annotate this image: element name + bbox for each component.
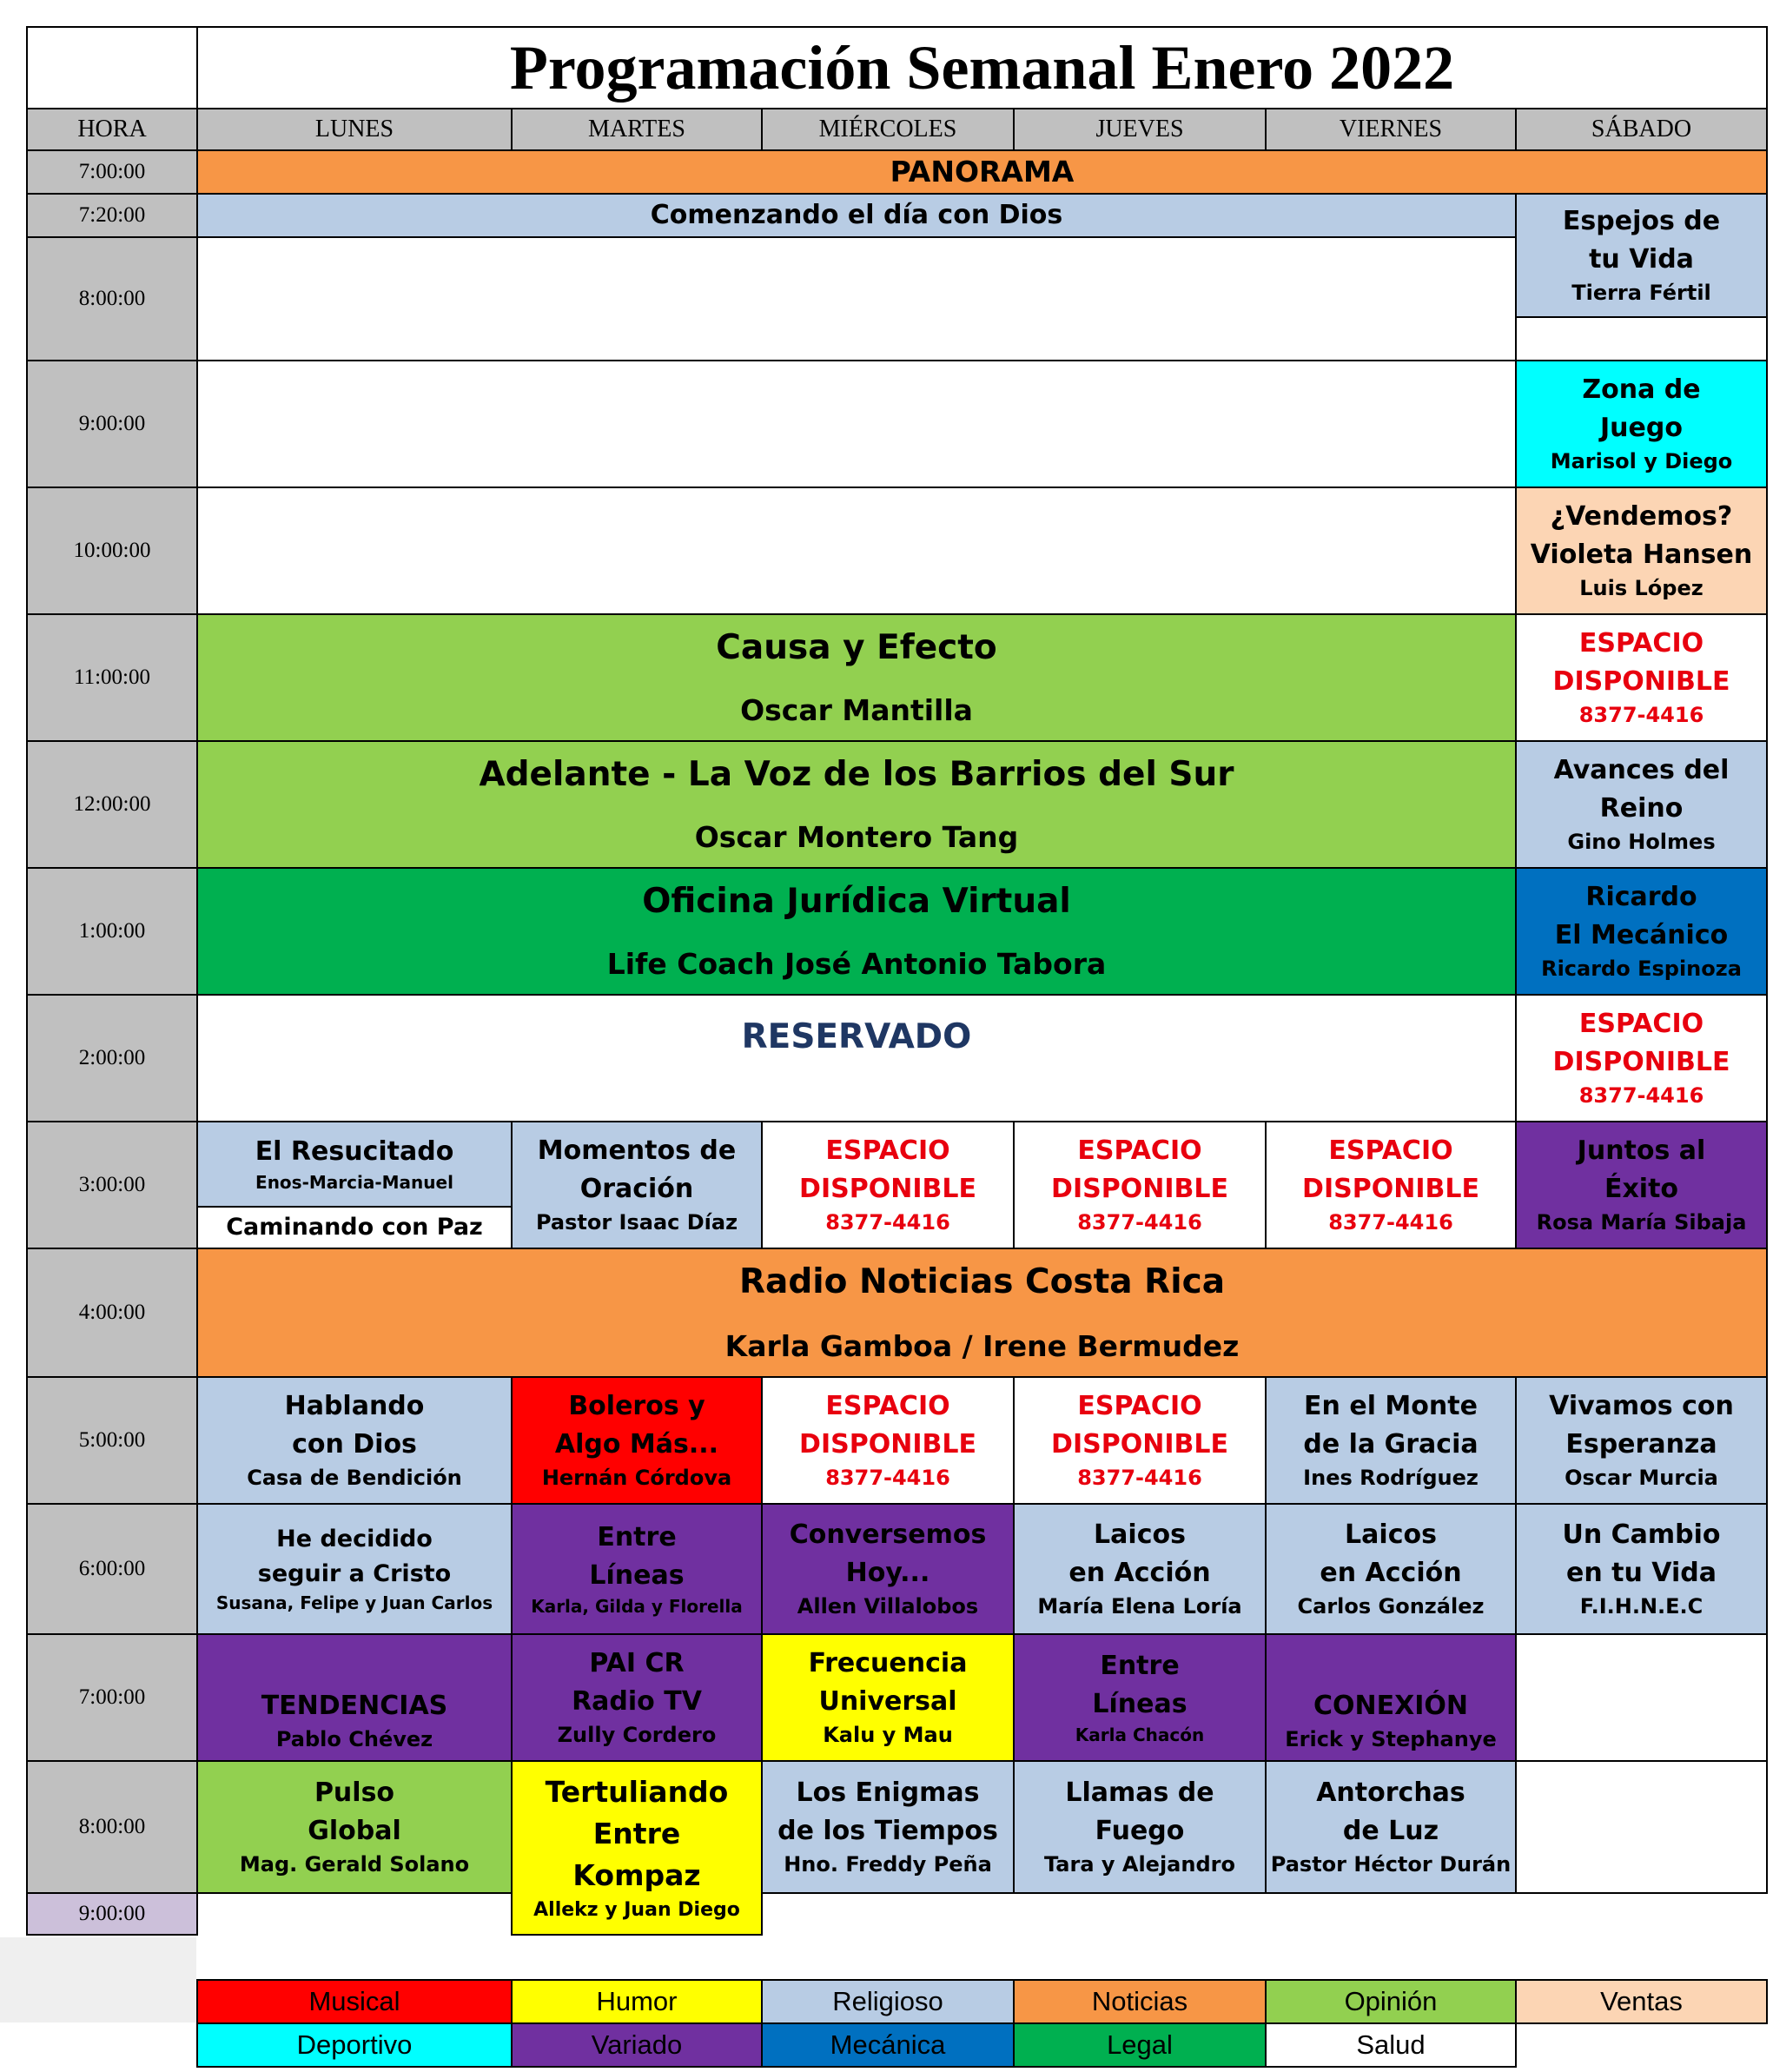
program-title: Fuego [1095,1815,1185,1846]
program-en-el-monte [1265,1376,1517,1505]
program-he-decidido [196,1503,513,1635]
program-host: Oscar Murcia [1565,1466,1718,1491]
header-sabado: SÁBADO [1515,108,1768,151]
program-host: Tara y Alejandro [1044,1852,1235,1877]
program-avances-del-reino [1515,740,1768,869]
program-title: Zona de [1582,374,1701,406]
spacer-block [0,1937,196,2022]
program-title: El Mecánico [1554,919,1729,950]
space-label: DISPONIBLE [1552,1046,1730,1077]
empty-cell [1515,1633,1768,1762]
program-title: Momentos de [537,1135,737,1167]
program-causa-y-efecto [196,613,1517,742]
time-slot: 10:00:00 [26,487,198,615]
program-entre-lineas [511,1503,763,1635]
legend-noticias: Noticias [1013,1979,1267,2024]
program-title: en tu Vida [1566,1557,1717,1588]
program-espacio-disponible [1515,994,1768,1122]
program-espacio-disponible [1265,1121,1517,1249]
program-title: Esperanza [1565,1428,1717,1460]
program-title: Violeta Hansen [1530,539,1753,570]
program-title: Causa y Efecto [716,627,997,667]
program-title: He decidido [276,1526,433,1553]
program-host: Allen Villalobos [797,1594,979,1619]
legend-salud: Salud [1265,2022,1517,2068]
space-label: DISPONIBLE [1051,1428,1228,1460]
program-host: Enos-Marcia-Manuel [255,1172,453,1194]
program-vendemos [1515,487,1768,615]
space-label: ESPACIO [825,1135,950,1167]
program-pulso-global [196,1760,513,1894]
program-title: PANORAMA [890,155,1075,189]
program-hablando-con-dios [196,1376,513,1505]
program-title: Adelante - La Voz de los Barrios del Sur [479,754,1234,794]
empty-cell [196,236,1517,361]
time-slot: 7:20:00 [26,193,198,238]
legend-humor: Humor [511,1979,763,2024]
program-title: El Resucitado [255,1135,454,1167]
legend-religioso: Religioso [761,1979,1015,2024]
space-label: ESPACIO [1077,1391,1202,1422]
program-espacio-disponible [761,1121,1015,1249]
space-label: DISPONIBLE [1302,1173,1479,1204]
page-title: Programación Semanal Enero 2022 [509,32,1455,103]
program-title: Oficina Jurídica Virtual [642,881,1071,921]
program-title: Radio TV [572,1685,702,1717]
space-label: DISPONIBLE [1051,1173,1228,1204]
program-host: F.I.H.N.E.C [1579,1594,1704,1619]
program-host: Gino Holmes [1567,830,1716,855]
legend-variado: Variado [511,2022,763,2068]
program-host: Marisol y Diego [1550,449,1733,474]
time-slot: 8:00:00 [26,1760,198,1894]
program-host: Oscar Mantilla [740,693,973,728]
program-title: Vivamos con [1549,1391,1734,1422]
header-miercoles: MIÉRCOLES [761,108,1015,151]
program-title: Antorchas [1316,1777,1465,1809]
program-radio-noticias [196,1248,1768,1378]
space-phone: 8377-4416 [1578,1083,1704,1109]
program-title: en Acción [1068,1557,1211,1588]
program-title: Entre [592,1817,681,1851]
program-title: Los Enigmas [796,1777,980,1809]
time-slot: 8:00:00 [26,236,198,361]
program-ricardo-mecanico [1515,867,1768,996]
title-cell [196,26,1768,109]
space-label: ESPACIO [1328,1135,1453,1167]
time-slot: 12:00:00 [26,740,198,869]
time-slot: 7:00:00 [26,1633,198,1762]
legend-legal: Legal [1013,2022,1267,2068]
program-title: Líneas [589,1559,685,1591]
header-lunes: LUNES [196,108,513,151]
program-host: Pastor Héctor Durán [1270,1852,1512,1877]
space-phone: 8377-4416 [825,1210,950,1235]
program-host: Pastor Isaac Díaz [535,1210,738,1235]
legend-deportivo: Deportivo [196,2022,513,2068]
program-title: Laicos [1345,1519,1437,1551]
space-label: DISPONIBLE [799,1173,976,1204]
space-label: ESPACIO [825,1391,950,1422]
program-host: Ricardo Espinoza [1541,957,1742,982]
program-host: Pablo Chévez [275,1727,433,1752]
program-host: María Elena Loría [1037,1594,1242,1619]
program-title: Tertuliando [545,1775,729,1810]
program-host: Luis López [1579,576,1704,601]
program-el-resucitado [196,1121,513,1208]
program-title: Caminando con Paz [226,1214,483,1241]
space-phone: 8377-4416 [825,1466,950,1491]
time-slot: 9:00:00 [26,360,198,488]
program-conversemos-hoy [761,1503,1015,1635]
program-title: Entre [1100,1651,1180,1681]
program-title: Universal [818,1685,957,1717]
program-host: Hno. Freddy Peña [784,1852,992,1877]
program-title: tu Vida [1589,243,1694,275]
program-oficina-juridica [196,867,1517,996]
program-title: ¿Vendemos? [1550,501,1733,533]
program-antorchas-de-luz [1265,1760,1517,1894]
space-label: DISPONIBLE [799,1428,976,1460]
empty-cell [196,360,1517,488]
space-label: ESPACIO [1077,1135,1202,1167]
program-tertuliando [511,1760,763,1936]
program-title: Entre [597,1522,677,1552]
program-title: Boleros y [568,1391,705,1422]
program-host: Casa de Bendición [247,1466,462,1491]
program-title: Global [308,1815,401,1846]
time-slot: 9:00:00 [26,1892,198,1936]
legend-opinion: Opinión [1265,1979,1517,2024]
program-title: Líneas [1092,1688,1188,1719]
program-vivamos-con-esperanza [1515,1376,1768,1505]
time-slot: 4:00:00 [26,1248,198,1378]
program-title: Espejos de [1562,206,1721,237]
program-title: Algo Más... [554,1428,719,1460]
empty-cell [1515,1760,1768,1894]
time-slot: 3:00:00 [26,1121,198,1249]
program-title: Radio Noticias Costa Rica [738,1262,1226,1302]
program-llamas-de-fuego [1013,1760,1267,1894]
program-zona-de-juego [1515,360,1768,488]
space-phone: 8377-4416 [1578,703,1704,728]
program-host: Karla, Gilda y Florella [531,1596,743,1617]
header-jueves: JUEVES [1013,108,1267,151]
program-espacio-disponible [1013,1121,1267,1249]
program-host: Zully Cordero [557,1723,717,1748]
corner-cell [26,26,198,109]
program-title: Hablando [284,1391,425,1422]
program-comenzando [196,193,1517,238]
space-label: ESPACIO [1578,1009,1704,1040]
space-label: ESPACIO [1578,628,1704,659]
program-title: Avances del [1553,755,1730,786]
program-momentos-de-oracion [511,1121,763,1249]
program-juntos-al-exito [1515,1121,1768,1249]
time-slot: 7:00:00 [26,149,198,195]
program-title: con Dios [292,1428,417,1460]
program-title: PAI CR [589,1648,685,1679]
program-conexion [1265,1633,1517,1762]
space-label: DISPONIBLE [1552,665,1730,697]
program-frecuencia-universal [761,1633,1015,1762]
time-slot: 1:00:00 [26,867,198,996]
legend-musical: Musical [196,1979,513,2024]
header-hora: HORA [26,108,198,151]
empty-cell [196,487,1517,615]
program-caminando-con-paz [196,1206,513,1249]
program-title: Llamas de [1065,1777,1214,1809]
program-host: Tierra Fértil [1571,281,1711,306]
program-host: Karla Chacón [1075,1724,1205,1745]
program-espacio-disponible [1013,1376,1267,1505]
header-martes: MARTES [511,108,763,151]
program-title: Ricardo [1585,882,1697,913]
program-title: de Luz [1342,1815,1439,1846]
empty-cell [1515,316,1768,361]
program-tendencias [196,1633,513,1762]
program-entre-lineas [1013,1633,1267,1762]
program-title: Un Cambio [1562,1519,1721,1551]
space-phone: 8377-4416 [1077,1466,1202,1491]
header-viernes: VIERNES [1265,108,1517,151]
program-reservado [196,994,1517,1122]
program-title: Juntos al [1577,1135,1706,1167]
program-host: Kalu y Mau [823,1723,953,1748]
program-host: Life Coach José Antonio Tabora [606,947,1107,982]
time-slot: 5:00:00 [26,1376,198,1505]
program-title: seguir a Cristo [257,1559,452,1587]
program-laicos-en-accion [1265,1503,1517,1635]
legend-mecanica: Mecánica [761,2022,1015,2068]
program-title: RESERVADO [741,1017,972,1056]
space-phone: 8377-4416 [1328,1210,1453,1235]
time-slot: 6:00:00 [26,1503,198,1635]
program-title: Reino [1599,792,1684,824]
program-panorama [196,149,1768,195]
space-phone: 8377-4416 [1077,1210,1202,1235]
program-host: Mag. Gerald Solano [239,1852,470,1877]
program-adelante [196,740,1517,869]
program-title: de los Tiempos [777,1815,998,1846]
program-host: Susana, Felipe y Juan Carlos [215,1592,493,1613]
program-espacio-disponible [761,1376,1015,1505]
program-title: Oración [579,1173,694,1204]
program-title: TENDENCIAS [261,1690,448,1721]
program-title: de la Gracia [1303,1428,1479,1460]
program-title: Conversemos [789,1519,987,1551]
program-title: Comenzando el día con Dios [650,200,1063,231]
program-host: Allekz y Juan Diego [533,1898,740,1921]
program-un-cambio [1515,1503,1768,1635]
program-host: Karla Gamboa / Irene Bermudez [724,1328,1240,1363]
program-host: Ines Rodríguez [1303,1466,1479,1491]
program-host: Erick y Stephanye [1285,1727,1497,1752]
program-title: Juego [1600,412,1683,443]
program-host: Rosa María Sibaja [1536,1210,1747,1235]
program-host: Oscar Montero Tang [694,820,1019,855]
program-title: CONEXIÓN [1313,1690,1469,1721]
program-title: En el Monte [1304,1391,1478,1422]
program-title: Frecuencia [808,1648,968,1679]
legend-ventas: Ventas [1515,1979,1768,2024]
time-slot: 2:00:00 [26,994,198,1122]
program-espacio-disponible [1515,613,1768,742]
program-boleros [511,1376,763,1505]
program-espejos [1515,193,1768,318]
program-title: Pulso [314,1777,395,1809]
time-slot: 11:00:00 [26,613,198,742]
program-title: Éxito [1604,1173,1679,1204]
program-los-enigmas [761,1760,1015,1894]
program-title: Laicos [1094,1519,1186,1551]
program-host: Carlos González [1297,1594,1485,1619]
program-laicos-en-accion [1013,1503,1267,1635]
program-title: Hoy... [845,1557,930,1588]
program-host: Hernán Córdova [541,1466,732,1491]
program-title: en Acción [1320,1557,1462,1588]
program-title: Kompaz [572,1857,701,1892]
program-pai-cr [511,1633,763,1762]
